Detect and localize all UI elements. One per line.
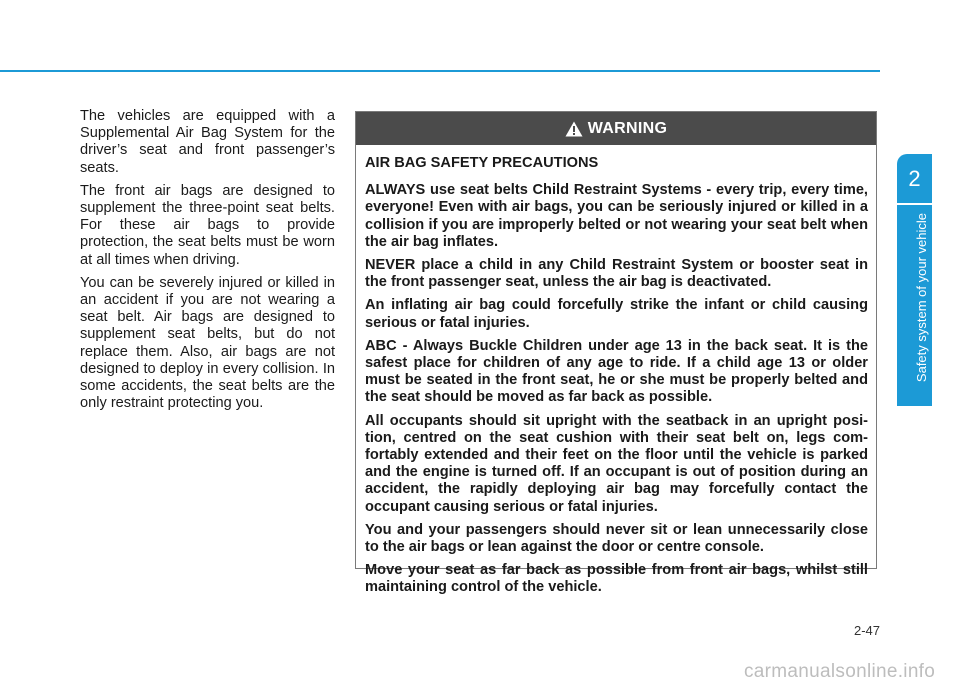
warning-paragraph-3: An inflating air bag could forcefully strike the infant or child causing serious or fatal injuries. (365, 297, 868, 331)
warning-title: AIR BAG SAFETY PRECAUTIONS (365, 155, 599, 171)
warning-paragraph-6: You and your passengers should never sit or lean unnecessarily close to the air bags or lean against the door or centre console. (365, 521, 868, 556)
warning-paragraph-2: NEVER place a child in any Child Restraint System or booster seat in the front passenger seat, unless the air bag is deactivated. (365, 257, 868, 291)
intro-paragraph-2: The front air bags are designed to supplement the three-point seat belts. For these air bags to provide protection, the seat belts must be worn at all times when driving. (80, 182, 335, 268)
chapter-tab (897, 154, 932, 406)
intro-paragraph-3: You can be severely injured or killed in an accident if you are not wearing a seat belt. Air bags are designed to supplement seat belts, but do not replace them. Also, air bags are not designed to deploy in every collision. In some accidents, the seat belts are the only restraint protecting you. (80, 274, 335, 412)
warning-triangle-icon (565, 121, 583, 137)
footer-watermark: carmanualsonline.info (744, 661, 936, 682)
page-number: 2-47 (853, 623, 880, 638)
intro-text (80, 108, 335, 418)
chapter-number: 2 (908, 166, 921, 191)
warning-paragraph-4: ABC - Always Buckle Children under age 13 in the back seat. It is the safest place for children of any age to ride. If a child age 13 or older must be seated in the front seat, he or she must be properly belted and the seat should be moved as far back as possible. (365, 337, 868, 406)
chapter-title: Safety system of your vehicle (914, 213, 929, 383)
intro-paragraph-1: The vehicles are equipped with a Supplemental Air Bag System for the driver’s seat and front passenger’s seats. (80, 108, 335, 176)
warning-body (356, 145, 876, 597)
warning-header (356, 112, 876, 145)
header-rule (0, 70, 880, 72)
warning-paragraph-5: All occupants should sit upright with the seatback in an upright posi-tion, centred on the seat cushion with their seat belt on, legs com-fortably extended and their feet on the floor until the vehicle is parked and the engine is turned off. If an occupant is out of position during an accident, the rapidly deploying air bag may forcefully contact the occupant causing serious or fatal injuries. (365, 412, 868, 515)
warning-paragraph-7: Move your seat as far back as possible from front air bags, whilst still maintaining control of the vehicle. (365, 562, 868, 596)
chapter-tab-divider (897, 203, 932, 205)
warning-label: WARNING (587, 119, 668, 137)
warning-paragraph-1: ALWAYS use seat belts Child Restraint Systems - every trip, every time, everyone! Even with air bags, you can be seriously injured or killed in a collision if you are improperly belted or not wearing your seat belt when the air bag inflates. (365, 182, 868, 250)
warning-box (355, 111, 877, 596)
